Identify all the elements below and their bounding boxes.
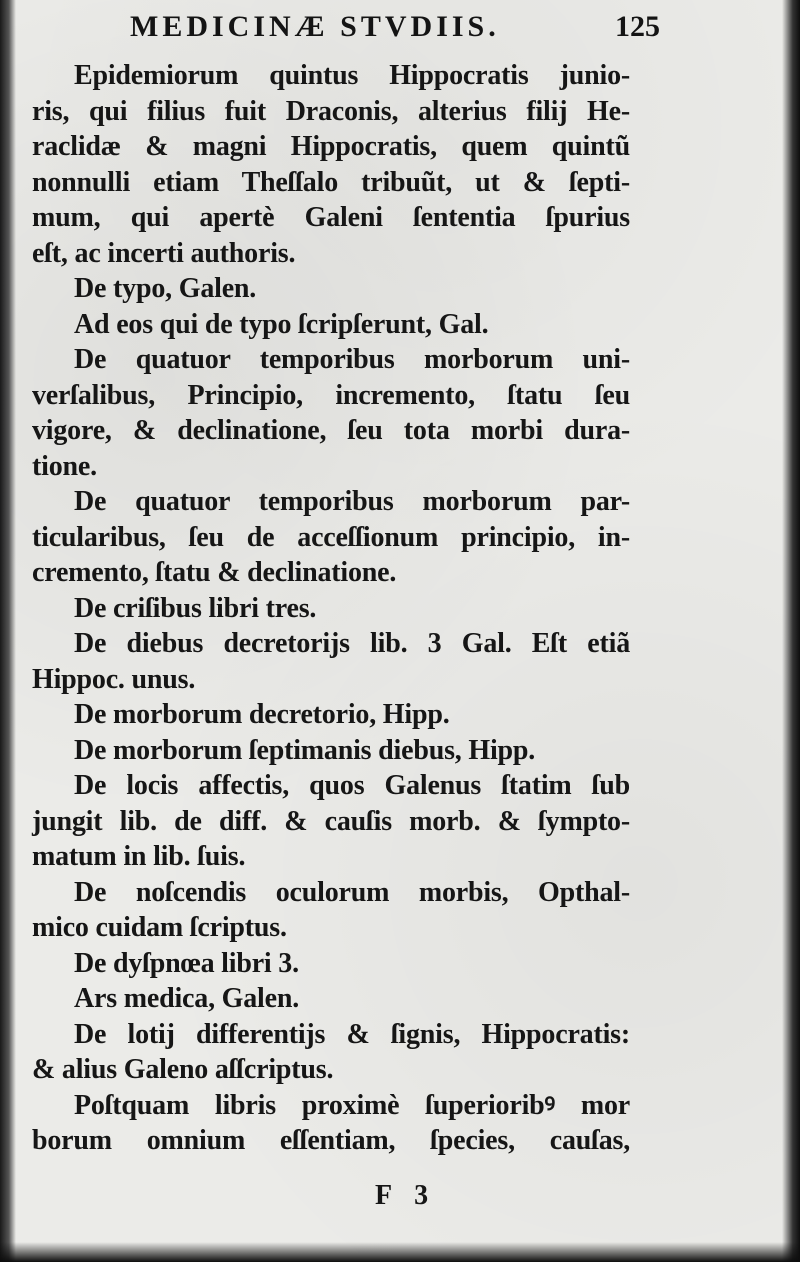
text-line: De morborum ſeptimanis diebus, Hipp. xyxy=(74,734,536,766)
text-line: vigore, & declinatione, ſeu tota morbi dura- xyxy=(32,415,630,446)
text-line: De dyſpnœa libri 3. xyxy=(74,947,299,979)
text-line: mico cuidam ſcriptus. xyxy=(32,912,287,943)
text-line: De typo, Galen. xyxy=(74,273,257,304)
body-text xyxy=(32,58,630,1159)
text-line: matum in lib. ſuis. xyxy=(32,841,246,872)
text-line: De criſibus libri tres. xyxy=(74,592,317,624)
text-line: Ars medica, Galen. xyxy=(74,983,300,1014)
text-line: ris, qui filius fuit Draconis, alterius filij He- xyxy=(32,95,630,127)
text-line: cremento, ſtatu & declinatione. xyxy=(32,557,397,588)
page-shadow-left xyxy=(0,0,16,1262)
running-head: MEDICINÆ STVDIIS. xyxy=(130,10,500,43)
text-line: De lotij differentijs & ſignis, Hippocratis: xyxy=(74,1018,630,1050)
page-shadow-bottom xyxy=(0,1242,800,1262)
text-line: Poſtquam libris proximè ſuperioribꝰ mor xyxy=(74,1089,630,1121)
page-header xyxy=(130,10,660,48)
text-line: mum, qui apertè Galeni ſententia ſpurius xyxy=(32,202,630,233)
text-line: De quatuor temporibus morborum uni- xyxy=(74,344,630,375)
text-line: De noſcendis oculorum morbis, Opthal- xyxy=(74,876,630,908)
text-line: raclidæ & magni Hippocratis, quem quintũ xyxy=(32,131,630,162)
text-line: tione. xyxy=(32,450,97,482)
text-line: verſalibus, Principio, incremento, ſtatu ſeu xyxy=(32,379,630,411)
page-shadow-right xyxy=(782,0,800,1262)
text-line: De quatuor temporibus morborum par- xyxy=(74,486,630,517)
text-line: De diebus decretorijs lib. 3 Gal. Eſt etiã xyxy=(74,628,630,659)
text-line: jungit lib. de diff. & cauſis morb. & ſympto- xyxy=(32,805,630,837)
text-line: Epidemiorum quintus Hippocratis junio- xyxy=(74,60,630,91)
text-line: nonnulli etiam Theſſalo tribuũt, ut & ſepti- xyxy=(32,166,630,198)
page-number: 125 xyxy=(615,10,660,43)
text-line: Hippoc. unus. xyxy=(32,663,196,695)
text-line: & alius Galeno aſſcriptus. xyxy=(32,1054,334,1085)
text-line: ticularibus, ſeu de acceſſionum principio, in- xyxy=(32,521,630,553)
signature-mark: F 3 xyxy=(375,1180,429,1211)
text-line: De morborum decretorio, Hipp. xyxy=(74,699,450,730)
text-line: borum omnium eſſentiam, ſpecies, cauſas, xyxy=(32,1125,630,1156)
text-line: Ad eos qui de typo ſcripſerunt, Gal. xyxy=(74,308,489,340)
text-line: eſt, ac incerti authoris. xyxy=(32,237,296,269)
text-line: De locis affectis, quos Galenus ſtatim ſub xyxy=(74,770,630,801)
